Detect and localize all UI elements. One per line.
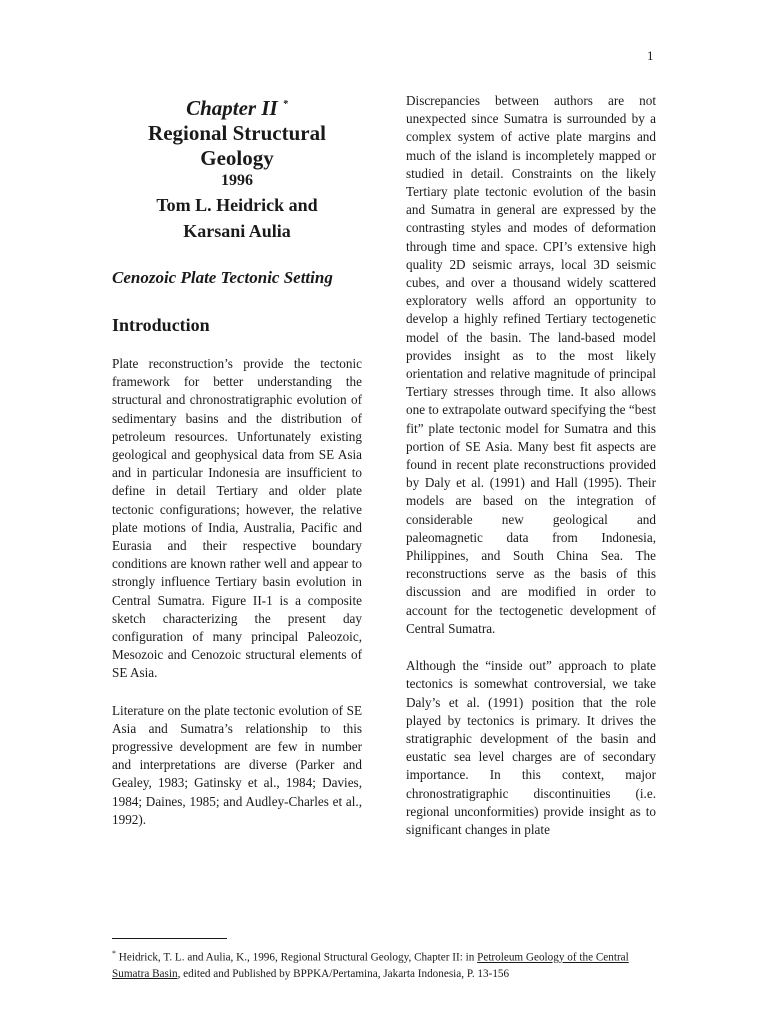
footnote-link[interactable]: Petroleum Geology of the Central Sumatra Basin bbox=[112, 951, 629, 980]
right-column bbox=[406, 92, 656, 858]
right-paragraph-1: Discrepancies between authors are not unexpected since Sumatra is surrounded by a complex system of active plate margins and much of the island is incompletely mapped or studied in detail. Constraints on the likely Tertiary plate tectonic evolution of the basin and Sumatra in general are expressed by the contrasting styles and modes of deformation through time and space. CPI’s extensive high quality 2D seismic arrays, local 3D seismic cubes, and over a thousand widely scattered exploratory wells afford an opportunity to develop a highly refined Tertiary tectogenetic model of the basin. The land-based model provides insight as to the most likely orientation and relative magnitude of principal Tertiary stresses through time. It also allows one to extrapolate outward specifying the “best fit” plate tectonic model for Sumatra and this portion of SE Asia. Many best fit aspects are found in recent plate reconstructions provided by Daly et al. (1991) and Hall (1995). Their models are based on the integration of considerable new geological and paleomagnetic data from Indonesia, Philippines, and South China Sea. The reconstructions serve as the basis of this discussion and are modified in order to account for the tectogenetic development of Central Sumatra. bbox=[406, 93, 656, 636]
chapter-label bbox=[112, 92, 362, 121]
left-column bbox=[112, 92, 362, 829]
title-line-2: Geology bbox=[200, 146, 274, 170]
footnote-marker: * bbox=[112, 949, 116, 958]
right-paragraph-2: Although the “inside out” approach to plate tectonics is somewhat controversial, we take Daly’s et al. (1991) position that the role played by tectonics is primary. It drives the stratigraphic development of the basin and eustatic sea level charges are of secondary importance. In this context, major chronostratigraphic discontinuities (i.e. regional unconformities) provide insight as to significant changes in plate bbox=[406, 658, 656, 837]
chapter-text: Chapter II bbox=[186, 96, 278, 120]
page-number: 1 bbox=[647, 48, 654, 63]
left-paragraph-1: Plate reconstruction’s provide the tectonic framework for better understanding the structural and chronostratigraphic evolution of sedimentary basins and the distribution of petroleum resources. Unfortunately existing geological and geophysical data from SE Asia and in particular Indonesia are insufficient to define in detail Tertiary and older plate tectonic configurations; however, the relative plate motions of India, Australia, Pacific and Eurasia and their respective boundary conditions are known rather well and appear to strongly influence Tertiary basin evolution in Central Sumatra. Figure II-1 is a composite sketch characterizing the present day configuration of many principal Paleozoic, Mesozoic and Cenozoic structural elements of SE Asia. bbox=[112, 356, 362, 681]
footnote-divider bbox=[112, 938, 227, 939]
footnote bbox=[112, 946, 657, 982]
authors-line-1: Tom L. Heidrick and bbox=[156, 195, 318, 215]
title-line-1: Regional Structural bbox=[148, 121, 326, 145]
footnote-text-after: , edited and Published by BPPKA/Pertamina, Jakarta Indonesia, P. 13-156 bbox=[177, 967, 510, 980]
authors-line-2: Karsani Aulia bbox=[183, 221, 291, 241]
left-paragraph-2: Literature on the plate tectonic evolution of SE Asia and Sumatra’s relationship to this progressive development are few in number and interpretations are diverse (Parker and Gealey, 1983; Gatinsky et al., 1984; Davies, 1984; Daines, 1985; and Audley-Charles et al., 1992). bbox=[112, 702, 362, 827]
chapter-footnote-marker[interactable]: * bbox=[282, 99, 288, 110]
subheading-introduction: Introduction bbox=[112, 315, 210, 335]
title-block bbox=[112, 92, 362, 243]
section-heading: Cenozoic Plate Tectonic Setting bbox=[112, 268, 333, 287]
publication-year: 1996 bbox=[221, 172, 253, 189]
footnote-text-before: Heidrick, T. L. and Aulia, K., 1996, Regional Structural Geology, Chapter II: in bbox=[116, 951, 478, 964]
